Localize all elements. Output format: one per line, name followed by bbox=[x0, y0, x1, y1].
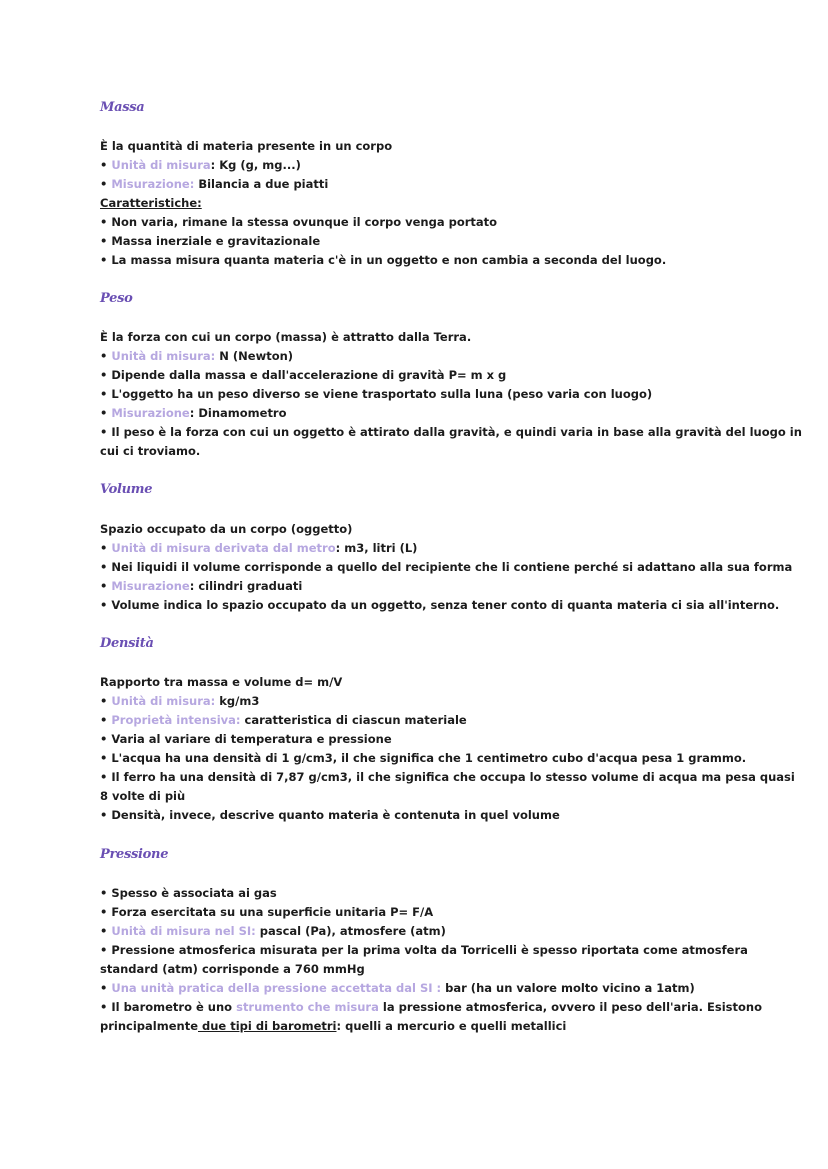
densita-bullet-1: • Varia al variare di temperatura e pressione bbox=[100, 732, 392, 746]
massa-bullet-3: • La massa misura quanta materia c'è in un oggetto e non cambia a seconda del luogo. bbox=[100, 253, 667, 267]
volume-definition: Spazio occupato da un corpo (oggetto) bbox=[100, 522, 353, 536]
peso-meas-value: : Dinamometro bbox=[189, 406, 287, 420]
massa-bullet-2: • Massa inerziale e gravitazionale bbox=[100, 234, 321, 248]
massa-unit-label: Unità di misura bbox=[111, 158, 211, 172]
densita-unit-value: kg/m3 bbox=[215, 694, 260, 708]
massa-bullet-1: • Non varia, rimane la stessa ovunque il corpo venga portato bbox=[100, 215, 498, 229]
pressione-bullet-4-cont bbox=[100, 1017, 740, 1036]
densita-property: • Proprietà intensiva: caratteristica di ciascun materiale bbox=[100, 713, 467, 727]
heading-volume: Volume bbox=[100, 482, 153, 497]
peso-bullet-2: • L'oggetto ha un peso diverso se viene trasportato sulla luna (peso varia con luogo) bbox=[100, 387, 653, 401]
densita-definition: Rapporto tra massa e volume d= m/V bbox=[100, 675, 343, 689]
volume-meas-label: Misurazione bbox=[111, 579, 190, 593]
volume-measurement: • Misurazione: cilindri graduati bbox=[100, 579, 303, 593]
densita-bullet-4: • Densità, invece, descrive quanto materia è contenuta in quel volume bbox=[100, 808, 560, 822]
pressione-b5-post: : quelli a mercurio e quelli metallici bbox=[336, 1019, 567, 1033]
densita-unit-label: Unità di misura: bbox=[111, 694, 216, 708]
massa-definition: È la quantità di materia presente in un corpo bbox=[100, 139, 393, 153]
pressione-b5-pre: principalmente bbox=[100, 1019, 198, 1033]
volume-meas-value: : cilindri graduati bbox=[189, 579, 303, 593]
pressione-practical-unit: • Una unità pratica della pressione accettata dal SI : bar (ha un valore molto vicino a 1atm) bbox=[100, 981, 695, 995]
densita-prop-label: Proprietà intensiva: bbox=[111, 713, 241, 727]
pressione-b4-post: la pressione atmosferica, ovvero il peso dell'aria. Esistono bbox=[378, 1000, 763, 1014]
massa-meas-label: Misurazione: bbox=[111, 177, 195, 191]
pressione-bullet-1: • Spesso è associata ai gas bbox=[100, 886, 277, 900]
heading-peso: Peso bbox=[100, 291, 133, 306]
pressione-prat-label: Una unità pratica della pressione accettata dal SI : bbox=[111, 981, 442, 995]
massa-char-label: Caratteristiche: bbox=[100, 196, 202, 210]
densita-bullet-3-cont: 8 volte di più bbox=[100, 789, 186, 803]
pressione-bullet-3-cont: standard (atm) corrisponde a 760 mmHg bbox=[100, 962, 365, 976]
volume-unit-value: : m3, litri (L) bbox=[335, 541, 418, 555]
massa-characteristics bbox=[100, 194, 740, 213]
volume-unit-label: Unità di misura derivata dal metro bbox=[111, 541, 336, 555]
peso-meas-label: Misurazione bbox=[111, 406, 190, 420]
peso-bullet-3: • Il peso è la forza con cui un oggetto è attirato dalla gravità, e quindi varia in base alla gravità del luogo in bbox=[100, 425, 802, 439]
massa-measurement: • Misurazione: Bilancia a due piatti bbox=[100, 177, 329, 191]
pressione-bullet-2: • Forza esercitata su una superficie unitaria P= F/A bbox=[100, 905, 434, 919]
pressione-unit: • Unità di misura nel SI: pascal (Pa), atmosfere (atm) bbox=[100, 924, 446, 938]
densita-unit: • Unità di misura: kg/m3 bbox=[100, 694, 260, 708]
pressione-unit-value: pascal (Pa), atmosfere (atm) bbox=[255, 924, 446, 938]
massa-meas-value: Bilancia a due piatti bbox=[194, 177, 329, 191]
densita-bullet-3: • Il ferro ha una densità di 7,87 g/cm3, il che significa che occupa lo stesso volume di acqua ma pesa quasi bbox=[100, 770, 795, 784]
peso-unit-label: Unità di misura: bbox=[111, 349, 216, 363]
massa-unit: • Unità di misura: Kg (g, mg...) bbox=[100, 158, 301, 172]
heading-massa: Massa bbox=[100, 100, 145, 115]
densita-bullet-2: • L'acqua ha una densità di 1 g/cm3, il che significa che 1 centimetro cubo d'acqua pesa 1 grammo. bbox=[100, 751, 747, 765]
pressione-prat-value: bar (ha un valore molto vicino a 1atm) bbox=[441, 981, 695, 995]
densita-prop-value: caratteristica di ciascun materiale bbox=[240, 713, 467, 727]
pressione-b5-underlined: due tipi di barometri bbox=[198, 1019, 337, 1033]
peso-unit-value: N (Newton) bbox=[215, 349, 294, 363]
pressione-b4-pre: • Il barometro è uno bbox=[100, 1000, 237, 1014]
peso-bullet-3-cont: cui ci troviamo. bbox=[100, 444, 201, 458]
heading-pressione: Pressione bbox=[100, 847, 169, 862]
peso-unit: • Unità di misura: N (Newton) bbox=[100, 349, 294, 363]
peso-measurement: • Misurazione: Dinamometro bbox=[100, 406, 287, 420]
massa-unit-value: : Kg (g, mg...) bbox=[210, 158, 301, 172]
pressione-b4-lav: strumento che misura bbox=[236, 1000, 379, 1014]
heading-densita: Densità bbox=[100, 636, 154, 651]
volume-bullet-1: • Nei liquidi il volume corrisponde a quello del recipiente che li contiene perché si adattano alla sua forma bbox=[100, 560, 793, 574]
peso-definition: È la forza con cui un corpo (massa) è attratto dalla Terra. bbox=[100, 330, 472, 344]
pressione-bullet-3: • Pressione atmosferica misurata per la prima volta da Torricelli è spesso riportata come atmosfera bbox=[100, 943, 748, 957]
volume-bullet-2: • Volume indica lo spazio occupato da un oggetto, senza tener conto di quanta materia ci sia all'interno. bbox=[100, 598, 780, 612]
peso-bullet-1: • Dipende dalla massa e dall'accelerazione di gravità P= m x g bbox=[100, 368, 507, 382]
volume-unit: • Unità di misura derivata dal metro: m3, litri (L) bbox=[100, 541, 418, 555]
pressione-bullet-4 bbox=[100, 998, 763, 1017]
pressione-unit-label: Unità di misura nel SI: bbox=[111, 924, 256, 938]
